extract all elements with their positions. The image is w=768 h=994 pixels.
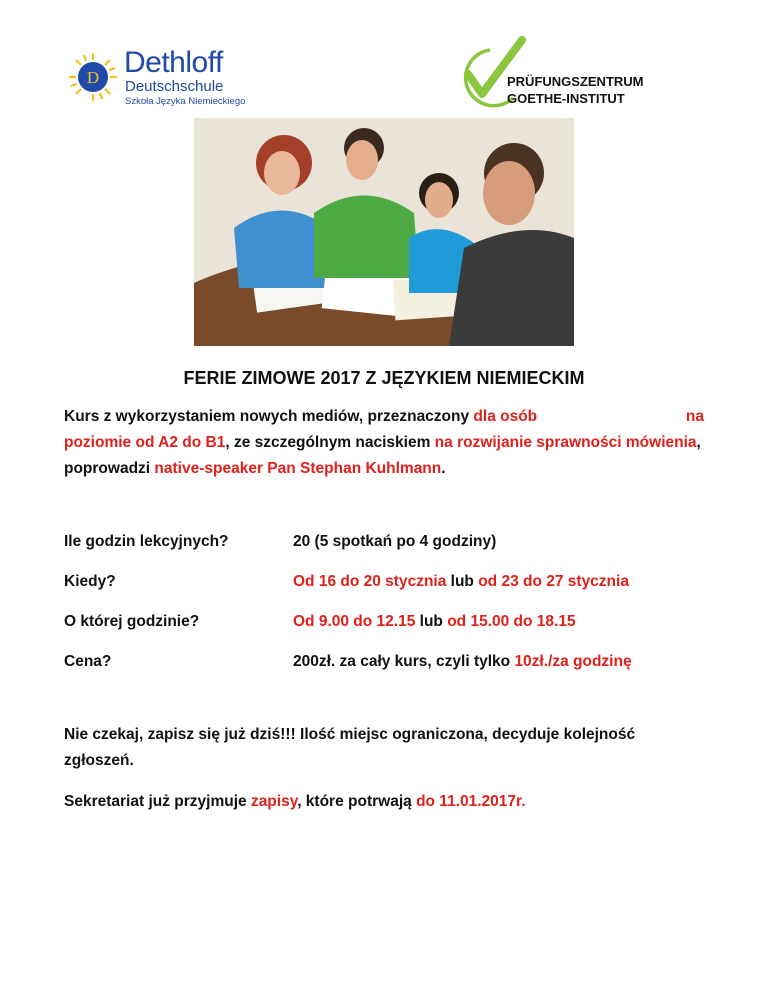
secretariat-highlight-signups: zapisy (250, 793, 298, 810)
intro-line-1 (64, 404, 704, 430)
goethe-line2: GOETHE-INSTITUT (507, 91, 625, 106)
dethloff-tagline: Szkoła Języka Niemieckiego (125, 96, 246, 107)
dethloff-badge-letter: D (86, 68, 100, 87)
detail-value: 20 (5 spotkań po 4 godziny) (293, 533, 497, 550)
students-photo-illustration (194, 118, 574, 346)
intro-highlight-skill: na rozwijanie sprawności mówienia (434, 434, 697, 451)
dethloff-name: Dethloff (124, 46, 223, 79)
goethe-logo (450, 36, 650, 116)
price-text: 200zł. za cały kurs, czyli tylko (293, 653, 515, 670)
date-range-2: od 23 do 27 stycznia (478, 573, 629, 590)
date-range-1: Od 16 do 20 stycznia (293, 573, 447, 590)
intro-line-1-start (64, 404, 537, 430)
time-range-1: Od 9.00 do 12.15 (293, 613, 416, 630)
detail-label: Kiedy? (64, 573, 116, 590)
time-range-2: od 15.00 do 18.15 (447, 613, 576, 630)
price-per-hour: 10zł./za godzinę (514, 653, 632, 670)
separator: lub (415, 613, 448, 630)
dethloff-logo (68, 42, 258, 112)
intro-highlight-level: poziomie od A2 do B1 (64, 434, 226, 451)
intro-text-i: . (441, 460, 446, 477)
dethloff-sun-badge-icon (68, 52, 118, 102)
detail-value (293, 613, 576, 631)
intro-text-e: , ze szczególnym naciskiem (225, 434, 435, 451)
goethe-line1: PRÜFUNGSZENTRUM (507, 74, 644, 89)
secretariat-text-a: Sekretariat już przyjmuje (64, 793, 251, 810)
intro-highlight-teacher: native-speaker Pan Stephan Kuhlmann (154, 460, 442, 477)
intro-paragraph (64, 404, 704, 482)
intro-rest (64, 430, 704, 482)
page-title: FERIE ZIMOWE 2017 Z JĘZYKIEM NIEMIECKIM (183, 368, 585, 388)
outro-paragraph: Nie czekaj, zapisz się już dziś!!! Ilość miejsc ograniczona, decyduje kolejność zgłoszeń. (64, 726, 636, 769)
detail-label: Cena? (64, 653, 112, 670)
separator: lub (446, 573, 479, 590)
secretariat-text-c: , które potrwają (297, 793, 417, 810)
secretariat-highlight-deadline: do 11.01.2017r. (416, 793, 526, 810)
students-photo (194, 118, 574, 346)
intro-text-a: Kurs z wykorzystaniem nowych mediów, przeznaczony (64, 408, 474, 425)
intro-highlight-na: na (685, 408, 704, 425)
intro-highlight-audience: dla osób (473, 408, 538, 425)
detail-value (293, 573, 629, 591)
detail-label: Ile godzin lekcyjnych? (64, 533, 229, 550)
secretariat-paragraph (64, 793, 526, 811)
detail-value (293, 653, 632, 671)
detail-label: O której godzinie? (64, 613, 200, 630)
intro-text-g: , poprowadzi (64, 434, 701, 477)
dethloff-subtitle: Deutschschule (125, 78, 224, 95)
